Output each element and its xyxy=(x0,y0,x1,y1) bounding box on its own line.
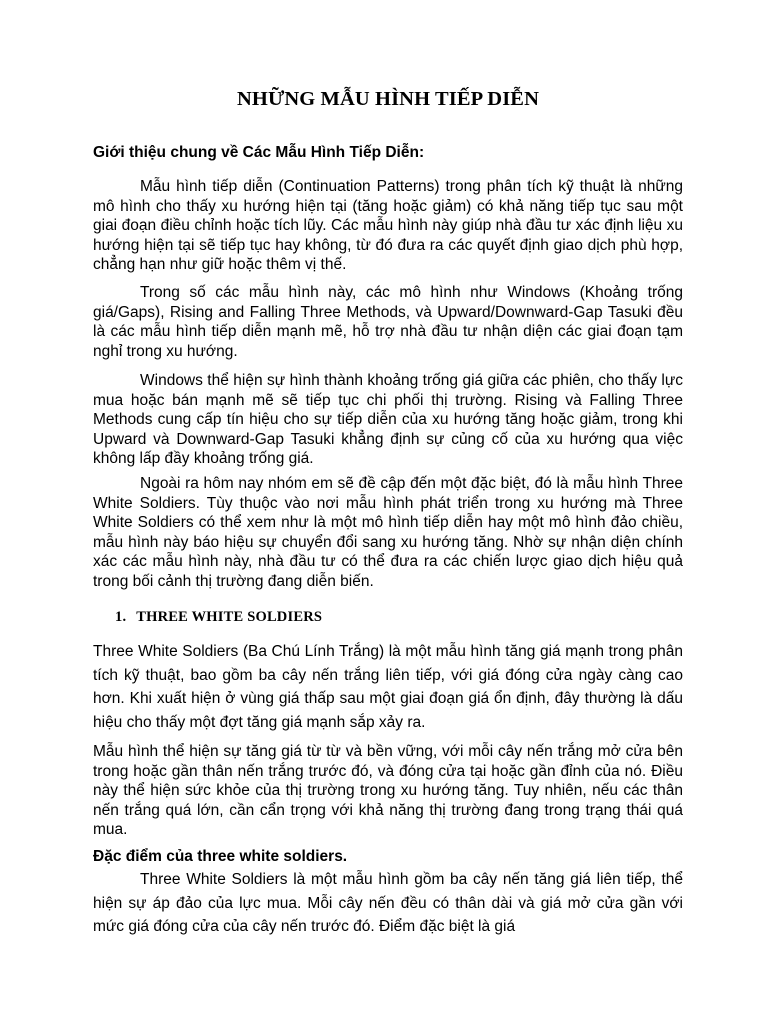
intro-paragraph-2: Trong số các mẫu hình này, các mô hình như Windows (Khoảng trống giá/Gaps), Rising and Falling Three Methods, và Upward/Downward-Gap Tasuki đều là các mẫu hình tiếp diễn mạnh mẽ, hỗ trợ nhà đầu tư nhận diện các giai đoạn tạm nghỉ trong xu hướng. xyxy=(93,284,683,360)
sub-paragraph: Three White Soldiers là một mẫu hình gồm ba cây nến tăng giá liên tiếp, thể hiện sự áp đảo của lực mua. Mỗi cây nến đều có thân dài và giá mở cửa gần với mức giá đóng cửa của cây nến trước đó. Điểm đặc biệt là giá xyxy=(93,871,683,936)
section-paragraph-2: Mẫu hình thể hiện sự tăng giá từ từ và bền vững, với mỗi cây nến trắng mở cửa bên trong hoặc gần thân nến trắng trước đó, và đóng cửa tại hoặc gần đỉnh của nó. Điều này thể hiện sức khỏe của thị trường trong xu hướng tăng. Tuy nhiên, nếu các thân nến trắng quá lớn, cần cẩn trọng với khả năng thị trường đang trong trạng thái quá mua. xyxy=(93,743,683,839)
intro-heading: Giới thiệu chung về Các Mẫu Hình Tiếp Diễn: xyxy=(93,144,425,161)
intro-paragraph-3: Windows thể hiện sự hình thành khoảng trống giá giữa các phiên, cho thấy lực mua hoặc bán mạnh mẽ sẽ tiếp tục chi phối thị trường. Rising và Falling Three Methods cung cấp tín hiệu cho sự tiếp diễn của xu hướng tăng hoặc giảm, trong khi Upward và Downward-Gap Tasuki khẳng định sự củng cố của xu hướng qua việc không lấp đầy khoảng trống giá. xyxy=(93,372,683,468)
section-title: THREE WHITE SOLDIERS xyxy=(136,609,323,625)
document-title: NHỮNG MẪU HÌNH TIẾP DIỄN xyxy=(237,88,539,110)
section-paragraph-1: Three White Soldiers (Ba Chú Lính Trắng) là một mẫu hình tăng giá mạnh trong phân tích kỹ thuật, bao gồm ba cây nến trắng liên tiếp, với giá đóng cửa ngày càng cao hơn. Khi xuất hiện ở vùng giá thấp sau một giai đoạn giá ổn định, đây thường là dấu hiệu cho thấy một đợt tăng giá mạnh sắp xảy ra. xyxy=(93,643,683,732)
section-heading xyxy=(115,609,322,626)
intro-paragraph-1: Mẫu hình tiếp diễn (Continuation Patterns) trong phân tích kỹ thuật là những mô hình cho thấy xu hướng hiện tại (tăng hoặc giảm) có khả năng tiếp tục sau một giai đoạn điều chỉnh hoặc tích lũy. Các mẫu hình này giúp nhà đầu tư xác định liệu xu hướng hiện tại sẽ tiếp tục hay không, từ đó đưa ra các quyết định giao dịch phù hợp, chẳng hạn như giữ hoặc thêm vị thế. xyxy=(93,178,683,274)
sub-heading: Đặc điểm của three white soldiers. xyxy=(93,848,348,865)
intro-paragraph-4: Ngoài ra hôm nay nhóm em sẽ đề cập đến một đặc biệt, đó là mẫu hình Three White Soldiers. Tùy thuộc vào nơi mẫu hình phát triển trong xu hướng mà Three White Soldiers có thể xem như là một mô hình tiếp diễn hay một mô hình đảo chiều, mẫu hình này báo hiệu sự chuyển đổi sang xu hướng tăng. Nhờ sự nhận diện chính xác các mẫu hình này, nhà đầu tư có thể đưa ra các chiến lược giao dịch hiệu quả trong bối cảnh thị trường đang diễn biến. xyxy=(93,475,683,590)
section-number: 1. xyxy=(115,609,127,625)
